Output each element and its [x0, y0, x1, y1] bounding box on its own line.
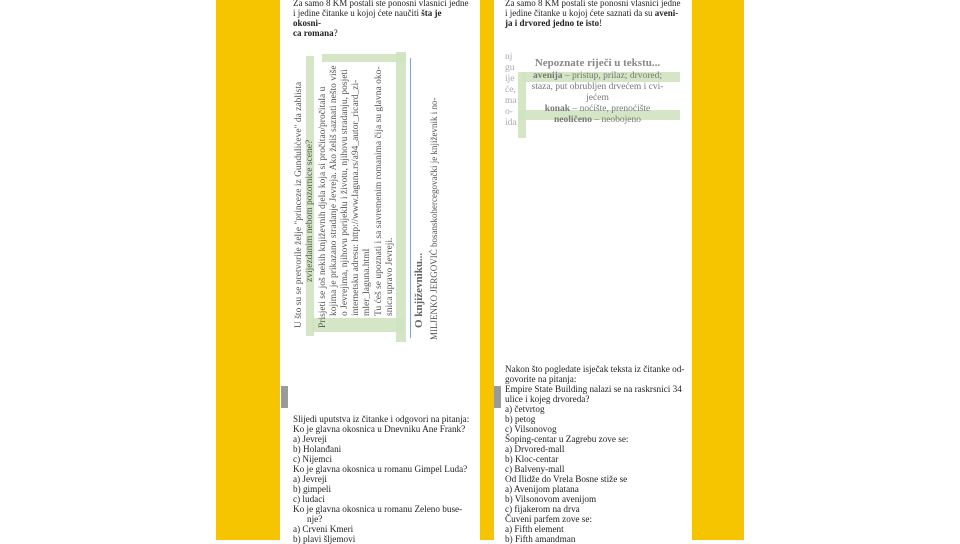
right-questions — [505, 364, 687, 544]
rotated-line: U što su se pretvorile želje "princeze iz Gundulićeve" da zablista — [294, 81, 304, 328]
instructions: Slijedi uputstva iz čitanke i odgovori na pitanja: — [293, 414, 470, 424]
question-2: Šoping-centar u Zagrebu zove se: — [505, 434, 629, 444]
question-4: Čuveni parfem zove se: — [505, 514, 592, 524]
right-page-tab — [494, 386, 501, 408]
glossary-entry: neoličeno – neobojeno — [553, 115, 642, 125]
intro-line: i jedine čitanke u kojoj ćete saznati da su aveni- — [505, 8, 679, 18]
rotated-line: mler_laguna.html — [362, 248, 372, 316]
glossary-entry-cont: staza, put obrubljen drvećem i cvi- — [531, 82, 664, 92]
answer-option: a) Jevreji — [293, 434, 327, 444]
left-intro — [293, 0, 471, 38]
intro-line: ja i drvored jedno te isto! — [505, 18, 603, 28]
glossary-entry: avenija – pristup, prilaz; drvored; — [532, 71, 663, 81]
center-yellow-band — [480, 0, 494, 540]
answer-option: a) Drvored-mall — [505, 444, 565, 454]
rotated-textbook-excerpt — [292, 48, 444, 350]
wavy-divider — [410, 58, 411, 338]
glossary-entry-cont: jećem — [586, 93, 609, 103]
right-intro — [505, 0, 685, 28]
rotated-line: kojima je prikazano stradanje Jevreja. Ako želiš saznati nešto više — [329, 65, 339, 316]
green-highlight-3 — [396, 52, 406, 342]
rotated-line: zvijezdanim nebom pozornice scene? — [305, 139, 315, 282]
answer-option: a) četvrtog — [505, 404, 545, 414]
answer-option: b) Holanđani — [293, 444, 342, 454]
instructions: Nakon što pogledate isječak teksta iz čitanke od- — [505, 364, 685, 374]
rotated-line: o Jevrejima, njihovu porijeklu i životu, njihovu stradanju, posjeti — [340, 69, 350, 316]
answer-option: a) Crveni Kmeri — [293, 524, 354, 534]
answer-option: c) Nijemci — [293, 454, 333, 464]
question-2: Ko je glavna okosnica u romanu Gimpel Luda? — [293, 464, 468, 474]
glossary-entry: konak – noćište, prenoćište — [544, 104, 651, 114]
rotated-line: snica upravo Jevreji. — [385, 237, 395, 316]
answer-option: b) petog — [505, 414, 536, 424]
glossary-box — [505, 58, 690, 142]
rotated-line: Prisjeti se još nekih književnih djela koja si pročitao/pročitala u — [318, 86, 328, 328]
rotated-heading: O književniku... — [413, 252, 425, 328]
green-highlight-4 — [322, 54, 406, 62]
intro-line: ca romana? — [293, 28, 338, 38]
rotated-line: internetsku adresu: http://www.laguna.rs/a94_autor_ricard_zi- — [351, 79, 361, 316]
rotated-line: Tu ćeš se upoznati i sa savremenim romanima čija su glavna oko- — [374, 66, 384, 316]
answer-option: b) plavi šljemovi — [293, 534, 356, 544]
left-page-tab — [281, 386, 288, 408]
instructions-cont: govorite na pitanja: — [505, 374, 577, 384]
answer-option: b) Kloc-centar — [505, 454, 559, 464]
intro-line: Za samo 8 KM postali ste ponosni vlasnici jedne — [505, 0, 681, 8]
question-1: Ko je glavna okosnica u Dnevniku Ane Frank? — [293, 424, 466, 434]
intro-line: Za samo 8 KM postali ste ponosni vlasnici jedne — [293, 0, 469, 8]
cropped-text-fragment: nj gu ije će, ma o- ida — [505, 52, 517, 128]
answer-option: c) ludaci — [293, 494, 325, 504]
question-3: Ko je glavna okosnica u romanu Zeleno buse- — [293, 504, 463, 514]
answer-option: c) fijakerom na drva — [505, 504, 580, 514]
answer-option: a) Avenijom platana — [505, 484, 579, 494]
answer-option: b) Fifth amandman — [505, 534, 576, 544]
rotated-line: MILJENKO JERGOVIĆ bosanskohercegovački je književnik i no- — [429, 97, 439, 340]
question-3: Od Ilidže do Vrela Bosne stiže se — [505, 474, 628, 484]
left-yellow-band — [216, 0, 280, 540]
answer-option: b) Vilsonovom avenijom — [505, 494, 597, 504]
answer-option: c) Vilsonovog — [505, 424, 557, 434]
intro-line: i jedine čitanke u kojoj ćete naučiti šta je okosni- — [293, 8, 442, 28]
question-3-cont: nje? — [307, 514, 323, 524]
right-yellow-band — [692, 0, 744, 540]
glossary-title: Nepoznate riječi u tekstu... — [534, 57, 661, 69]
answer-option: c) Balveny-mall — [505, 464, 565, 474]
answer-option: a) Fifth element — [505, 524, 564, 534]
question-1-cont: ulice i kojeg drvoreda? — [505, 394, 590, 404]
answer-option: a) Jevreji — [293, 474, 327, 484]
question-1: Empire State Building nalazi se na raskrsnici 34 — [505, 384, 682, 394]
left-questions — [293, 414, 471, 544]
answer-option: b) gimpeli — [293, 484, 332, 494]
